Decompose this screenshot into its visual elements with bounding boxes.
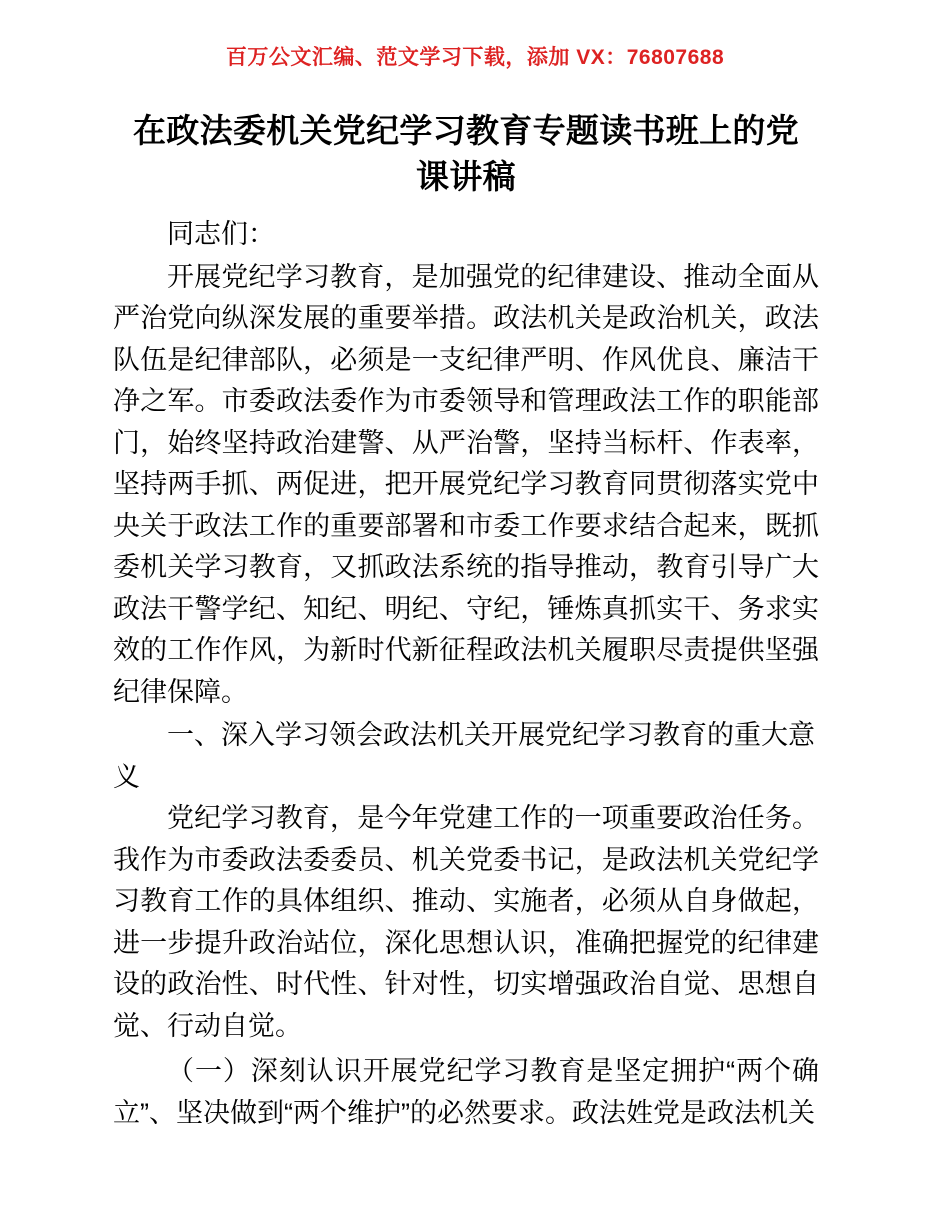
paragraph-subsection-1-1: （一）深刻认识开展党纪学习教育是坚定拥护“两个确立”、坚决做到“两个维护”的必然要求。政法姓党是政法机关 bbox=[113, 1056, 819, 1128]
paragraph-section-1-body: 党纪学习教育，是今年党建工作的一项重要政治任务。我作为市委政法委委员、机关党委书记，是政法机关党纪学习教育工作的具体组织、推动、实施者，必须从自身做起，进一步提升政治站位，深化思想认识，准确把握党的纪律建设的政治性、时代性、针对性，切实增强政治自觉、思想自觉、行动自觉。 bbox=[113, 803, 819, 1041]
paragraph-intro: 开展党纪学习教育，是加强党的纪律建设、推动全面从严治党向纵深发展的重要举措。政法机关是政治机关，政法队伍是纪律部队，必须是一支纪律严明、作风优良、廉洁干净之军。市委政法委作为市委领导和管理政法工作的职能部门，始终坚持政治建警、从严治警，坚持当标杆、作表率，坚持两手抓、两促进，把开展党纪学习教育同贯彻落实党中央关于政法工作的重要部署和市委工作要求结合起来，既抓委机关学习教育，又抓政法系统的指导推动，教育引导广大政法干警学纪、知纪、明纪、守纪，锤炼真抓实干、务求实效的工作作风，为新时代新征程政法机关履职尽责提供坚强纪律保障。 bbox=[113, 261, 819, 707]
document-body bbox=[113, 108, 819, 1134]
document-title: 在政法委机关党纪学习教育专题读书班上的党课讲稿 bbox=[133, 112, 799, 195]
salutation: 同志们： bbox=[167, 219, 275, 249]
watermark-promo-header: 百万公文汇编、范文学习下载，添加 VX：76807688 bbox=[225, 46, 725, 69]
section-heading-1: 一、深入学习领会政法机关开展党纪学习教育的重大意义 bbox=[113, 720, 815, 792]
